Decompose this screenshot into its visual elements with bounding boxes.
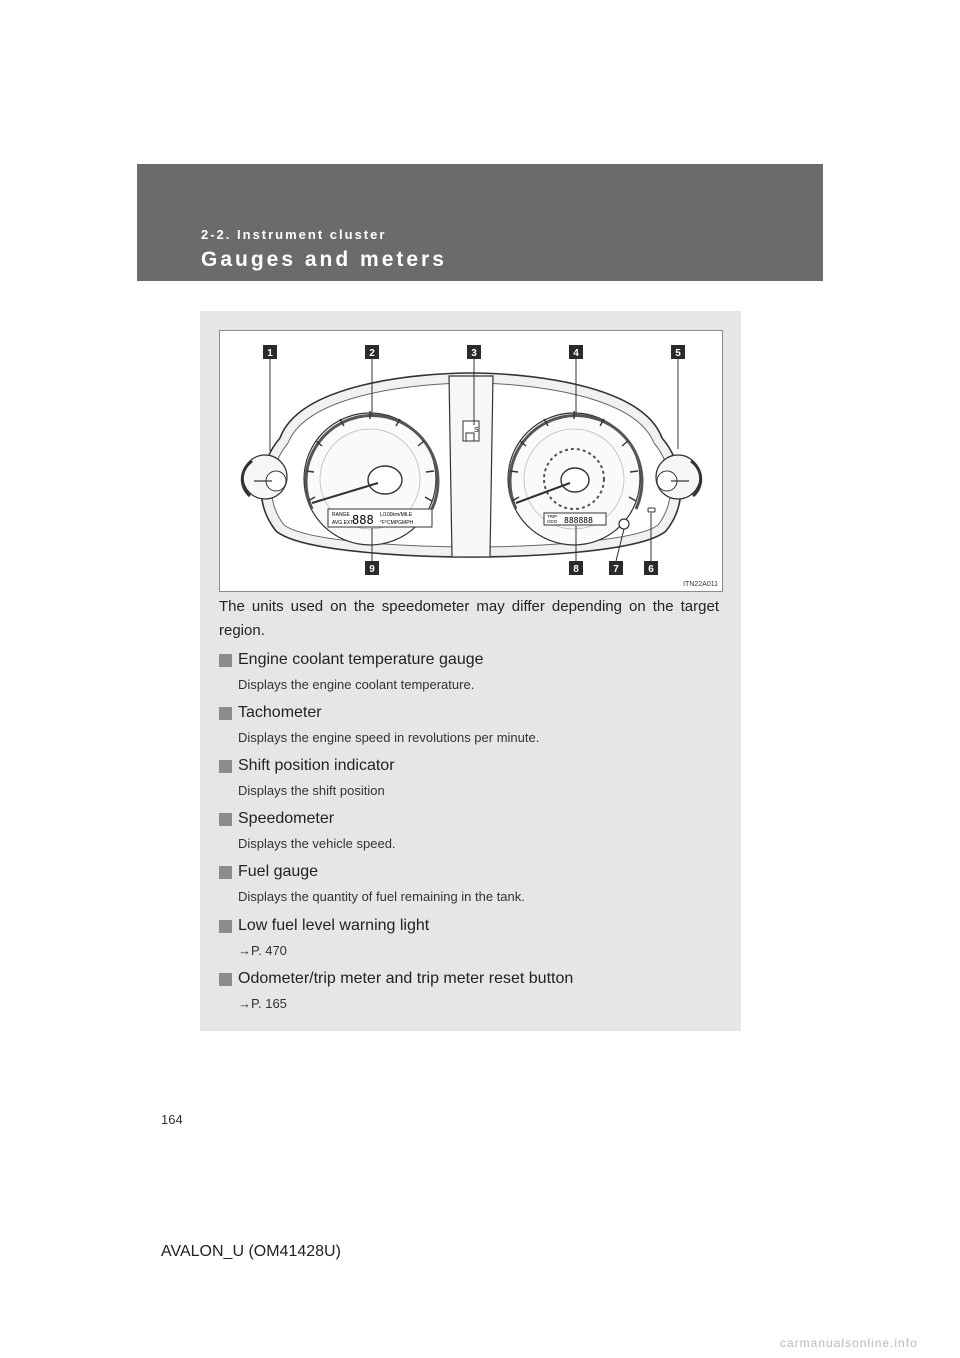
item-title: Shift position indicator: [238, 757, 395, 774]
item-coolant-gauge: [219, 649, 719, 692]
left-display-row2-right: °F°CMPGMPH: [380, 520, 414, 526]
low-fuel-light: [648, 508, 655, 512]
shift-letter: S: [474, 427, 479, 434]
right-display-row1-left: TRIP: [547, 514, 558, 519]
item-title: Odometer/trip meter and trip meter reset button: [238, 970, 574, 987]
item-title: Engine coolant temperature gauge: [238, 651, 484, 668]
bullet-square-icon: [219, 920, 232, 933]
item-title: Tachometer: [238, 704, 322, 721]
instrument-cluster-illustration: [220, 331, 722, 591]
callout-7: 7: [613, 564, 619, 575]
item-page-reference: →P. 165: [238, 996, 287, 1011]
item-speedometer: [219, 808, 719, 851]
trip-reset-knob: [619, 519, 629, 529]
right-display-digits: 888888: [564, 516, 593, 525]
item-low-fuel-light: [219, 915, 719, 958]
item-description: Displays the shift position: [238, 783, 385, 798]
footer-manual-code: AVALON_U (OM41428U): [161, 1243, 341, 1260]
item-title: Speedometer: [238, 810, 335, 827]
item-title: Fuel gauge: [238, 863, 319, 880]
left-display-row2-left: AVG.EXT: [332, 520, 354, 526]
left-display-row1-left: RANGE: [332, 512, 350, 518]
callout-8: 8: [573, 564, 579, 575]
page-number: 164: [161, 1112, 183, 1127]
item-description: Displays the engine speed in revolutions per minute.: [238, 730, 540, 745]
content-panel: [200, 311, 741, 1031]
bullet-square-icon: [219, 654, 232, 667]
item-description: Displays the engine coolant temperature.: [238, 677, 475, 692]
callout-1: 1: [267, 348, 273, 359]
intro-paragraph: The units used on the speedometer may differ depending on the target region.: [219, 598, 719, 639]
item-page-reference: →P. 470: [238, 943, 287, 958]
item-fuel-gauge: [219, 861, 719, 904]
left-display-digits: 888: [352, 513, 374, 527]
callout-3: 3: [471, 348, 477, 359]
watermark: carmanualsonline.info: [780, 1336, 918, 1350]
instrument-cluster-figure: [219, 330, 723, 592]
section-label: 2-2. Instrument cluster: [201, 227, 387, 242]
item-odometer: [219, 968, 719, 1011]
callout-2: 2: [369, 348, 375, 359]
callout-5: 5: [675, 348, 681, 359]
left-display-row1-right: L/100km/MILE: [380, 512, 413, 518]
bullet-square-icon: [219, 813, 232, 826]
item-tachometer: [219, 702, 719, 745]
page-title: Gauges and meters: [201, 248, 447, 271]
bullet-square-icon: [219, 866, 232, 879]
bullet-square-icon: [219, 973, 232, 986]
item-description: Displays the quantity of fuel remaining in the tank.: [238, 889, 525, 904]
callout-4: 4: [573, 348, 579, 359]
callout-9: 9: [369, 564, 375, 575]
item-description: Displays the vehicle speed.: [238, 836, 396, 851]
right-display-row2-left: ODO: [547, 519, 558, 524]
item-title: Low fuel level warning light: [238, 917, 430, 934]
callout-6: 6: [648, 564, 654, 575]
item-shift-indicator: [219, 755, 719, 798]
section-header: [137, 164, 823, 281]
bullet-square-icon: [219, 760, 232, 773]
bullet-square-icon: [219, 707, 232, 720]
figure-code: ITN22A011: [683, 581, 718, 588]
